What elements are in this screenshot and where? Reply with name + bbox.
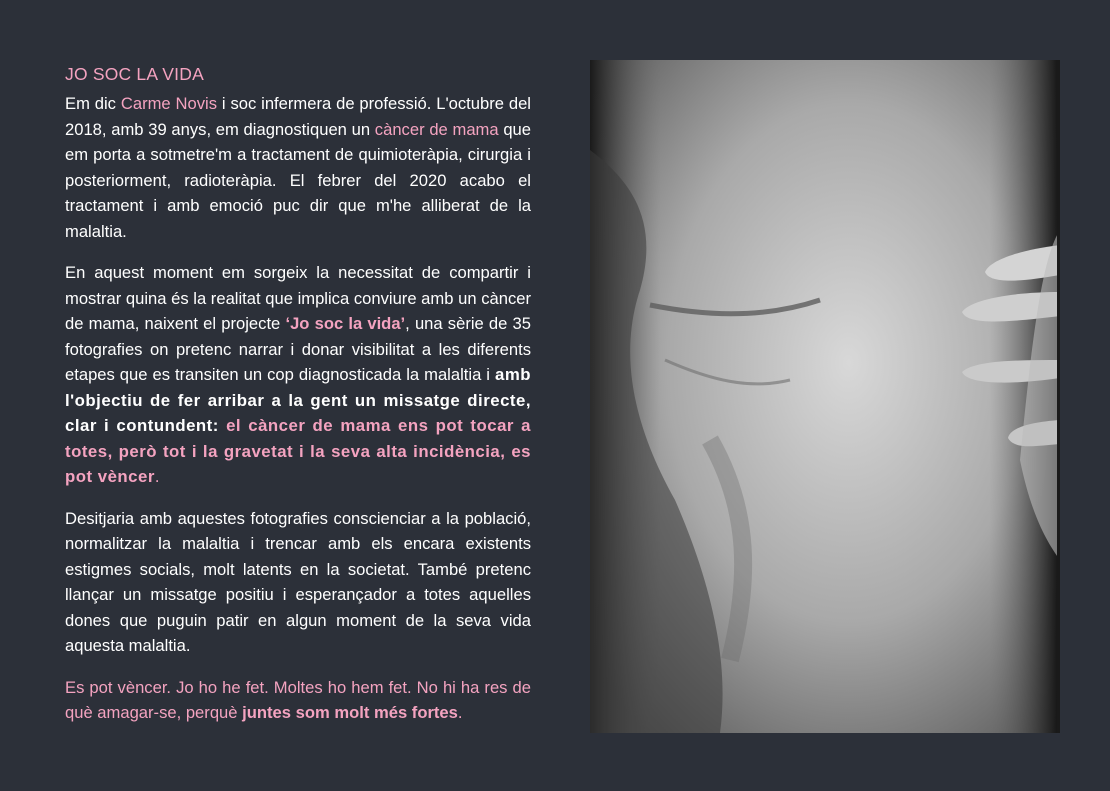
text-run: que em porta a sotmetre'm a tractament de quimioteràpia, cirurgia i posteriorment, radioteràpia. El febrer del 2020 acabo el tractament i amb emoció puc dir que m'he alliberat de la malaltia. <box>65 119 532 241</box>
objective-bold: amb l'objectiu de fer arribar a la gent un missatge directe, clar i contundent <box>65 365 531 435</box>
text-run: i soc infermera de professió. L'octubre del 2018, amb 39 anys, em diagnostiquen un <box>65 94 531 139</box>
text-run: . <box>457 703 463 722</box>
text-column <box>65 64 531 742</box>
closing-bold: juntes som molt més fortes <box>242 703 458 722</box>
text-run: , una sèrie de 35 fotografies on pretenc narrar i donar visibilitat a les diferents etapes que es transiten un cop diagnosticada la malaltia i <box>65 314 531 384</box>
author-name: Carme Novis <box>120 94 218 113</box>
photo-icon <box>590 60 1060 733</box>
text-run: Em dic <box>65 94 121 113</box>
message-highlight: el càncer de mama ens pot tocar a totes, però tot i la gravetat i la seva alta incidència, es pot vèncer <box>65 416 531 486</box>
text-run: En aquest moment em sorgeix la necessitat de compartir i mostrar quina és la realitat que implica conviure amb un càncer de mama, naixent el projecte <box>65 263 531 333</box>
paragraph-intro <box>65 91 531 244</box>
torso-photo <box>590 60 1060 733</box>
text-run: Es pot vèncer. Jo ho he fet. Moltes ho hem fet. No hi ha res de què amagar-se, perquè <box>65 677 531 722</box>
paragraph-closing <box>65 675 531 726</box>
paragraph-awareness: Desitjaria amb aquestes fotografies conscienciar a la població, normalitzar la malaltia i trencar amb els encara existents estigmes socials, molt latents en la societat. També pretenc llançar un missatge positiu i esperançador a totes aquelles dones que puguin patir en algun moment de la seva vida aquesta malaltia. <box>65 508 531 655</box>
text-run: . <box>154 467 160 486</box>
project-name: ‘Jo soc la vida’ <box>285 314 406 333</box>
paragraph-project <box>65 260 531 490</box>
text-run: : <box>212 416 227 435</box>
page-title: JO SOC LA VIDA <box>65 64 204 84</box>
diagnosis-highlight: càncer de mama <box>374 119 499 139</box>
